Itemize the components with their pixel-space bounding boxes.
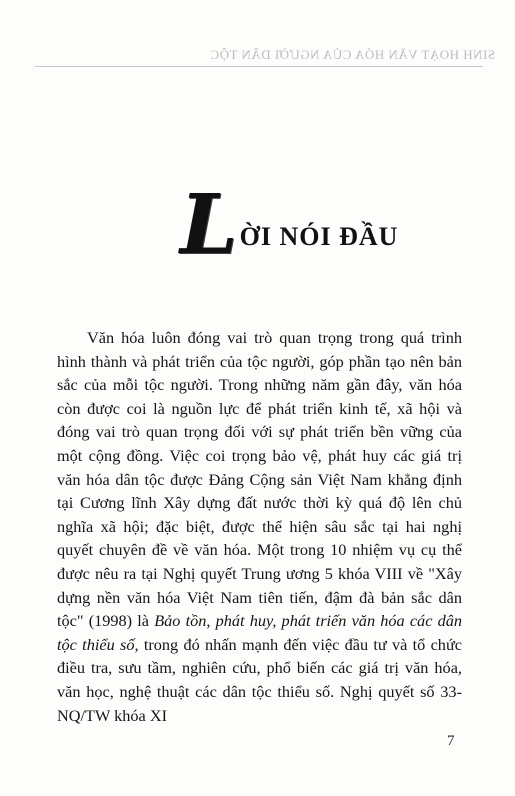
body-text-part-2: trong đó nhấn mạnh đến việc đầu tư và tổ chức điều tra, sưu tầm, nghiên cứu, phổ biến các giá trị văn hóa, văn học, nghệ thuật các dân tộc thiểu số. Nghị quyết số 33-NQ/TW khóa XI	[57, 634, 462, 725]
title-dropcap: L	[180, 177, 238, 273]
header-rule	[35, 66, 483, 67]
bleedthrough-text	[58, 96, 458, 113]
body-text	[57, 326, 462, 727]
body-text-part-1: Văn hóa luôn đóng vai trò quan trọng trong quá trình hình thành và phát triển của tộc người, góp phần tạo nên bản sắc của mỗi tộc người. Trong những năm gần đây, văn hóa còn được coi là nguồn lực để phát triển kinh tế, xã hội và đóng vai trò quan trọng đối với sự phát triển bền vững của một cộng đồng. Việc coi trọng bảo vệ, phát huy các giá trị văn hóa dân tộc được Đảng Cộng sản Việt Nam khẳng định tại Cương lĩnh Xây dựng đất nước thời kỳ quá độ lên chủ nghĩa xã hội; đặc biệt, được thể hiện sâu sắc tại hai nghị quyết chuyên đề về văn hóa. Một trong 10 nhiệm vụ cụ thể được nêu ra tại Nghị quyết Trung ương 5 khóa VIII về "Xây dựng nền văn hóa Việt Nam tiên tiến, đậm đà bản sắc dân tộc" (1998) là	[57, 328, 462, 631]
body-paragraph	[57, 326, 462, 727]
running-head-bleedthrough: SINH HOẠT VĂN HÓA CỦA NGƯỜI DÂN TỘC	[210, 47, 496, 62]
page-number: 7	[447, 733, 455, 749]
page-title	[180, 177, 399, 273]
body-text-italic: Bảo tồn, phát huy, phát triển văn hóa các dân tộc thiểu số,	[57, 611, 463, 654]
title-text: ỜI NÓI ĐẦU	[239, 222, 399, 251]
